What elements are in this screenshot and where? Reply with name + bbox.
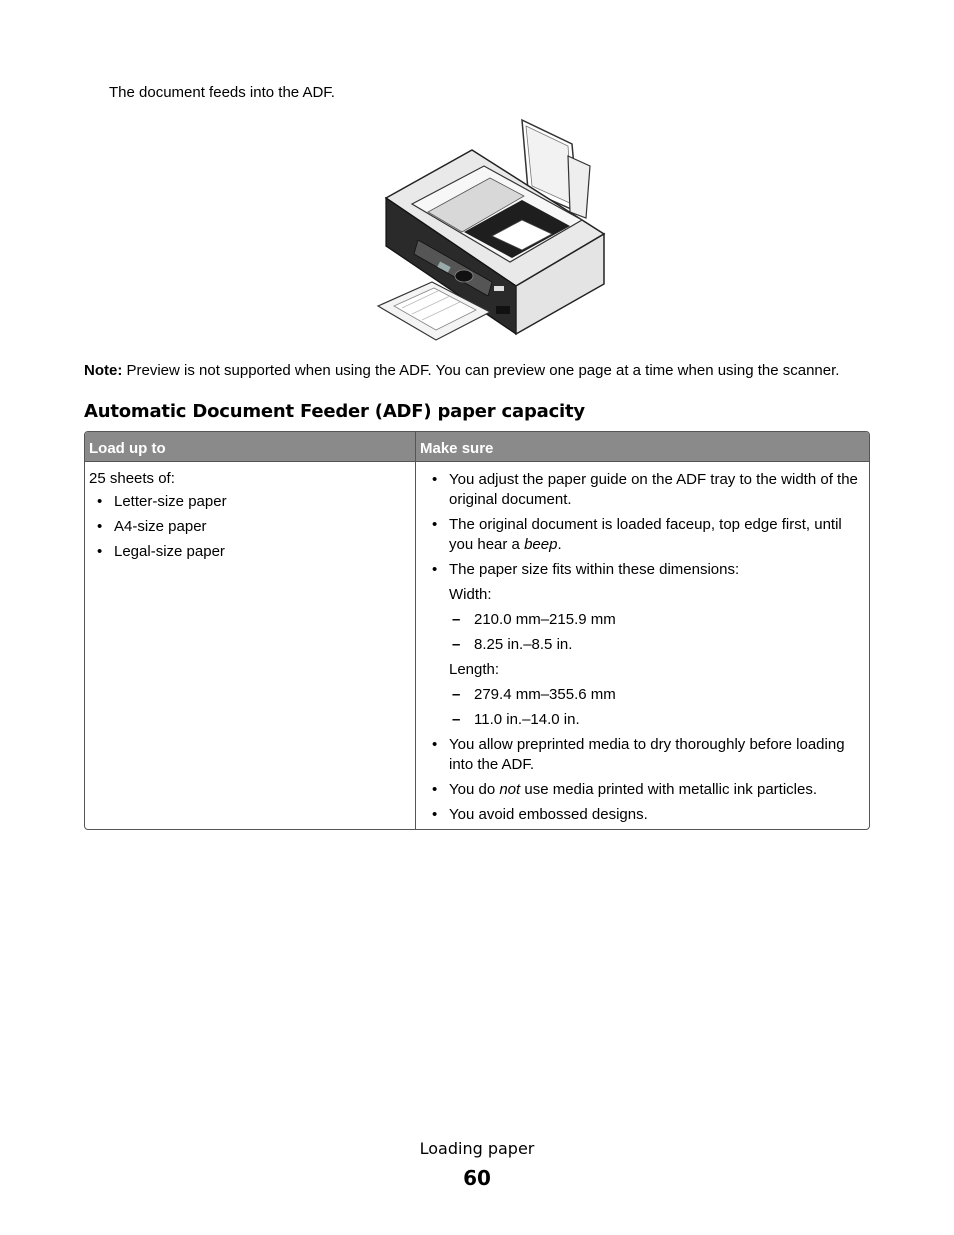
header-make-sure: Make sure (416, 432, 869, 462)
intro-text: The document feeds into the ADF. (109, 84, 335, 101)
load-up-to-cell (85, 462, 416, 829)
length-values-list (420, 685, 865, 730)
adf-capacity-table (84, 431, 870, 830)
list-item: • You allow preprinted media to dry thoroughly before loading into the ADF. (420, 735, 865, 775)
paper-size-list (89, 492, 411, 562)
list-item: • The paper size fits within these dimensions: (420, 560, 865, 580)
width-values-list (420, 610, 865, 655)
list-item: • A4-size paper (89, 517, 411, 537)
list-item: – 11.0 in.–14.0 in. (420, 710, 865, 730)
page-number: 60 (463, 1166, 491, 1190)
width-label: Width: (449, 586, 492, 603)
table-row (85, 462, 869, 829)
length-label: Length: (449, 661, 500, 678)
requirements-list (420, 470, 865, 580)
list-item: • You adjust the paper guide on the ADF tray to the width of the original document. (420, 470, 865, 510)
footer-chapter-label: Loading paper (419, 1139, 535, 1158)
table-header-row (85, 432, 869, 462)
sheets-lead: 25 sheets of: (89, 470, 175, 487)
note-label: Note: (84, 362, 123, 379)
list-item: • You do not use media printed with metallic ink particles. (420, 780, 865, 800)
printer-adf-illustration (372, 116, 608, 344)
list-item: • You avoid embossed designs. (420, 805, 865, 825)
list-item: – 8.25 in.–8.5 in. (420, 635, 865, 655)
list-item: • Letter-size paper (89, 492, 411, 512)
note-text: Preview is not supported when using the ADF. You can preview one page at a time when using the scanner. (122, 362, 840, 379)
header-load-up-to: Load up to (85, 432, 416, 462)
list-item: • The original document is loaded faceup, top edge first, until you hear a beep. (420, 515, 865, 555)
note-paragraph (84, 362, 884, 379)
section-title: Automatic Document Feeder (ADF) paper capacity (84, 401, 585, 422)
list-item: • Legal-size paper (89, 542, 411, 562)
list-item: – 210.0 mm–215.9 mm (420, 610, 865, 630)
list-item: – 279.4 mm–355.6 mm (420, 685, 865, 705)
requirements-list-continued (420, 735, 865, 825)
make-sure-cell (416, 462, 869, 829)
